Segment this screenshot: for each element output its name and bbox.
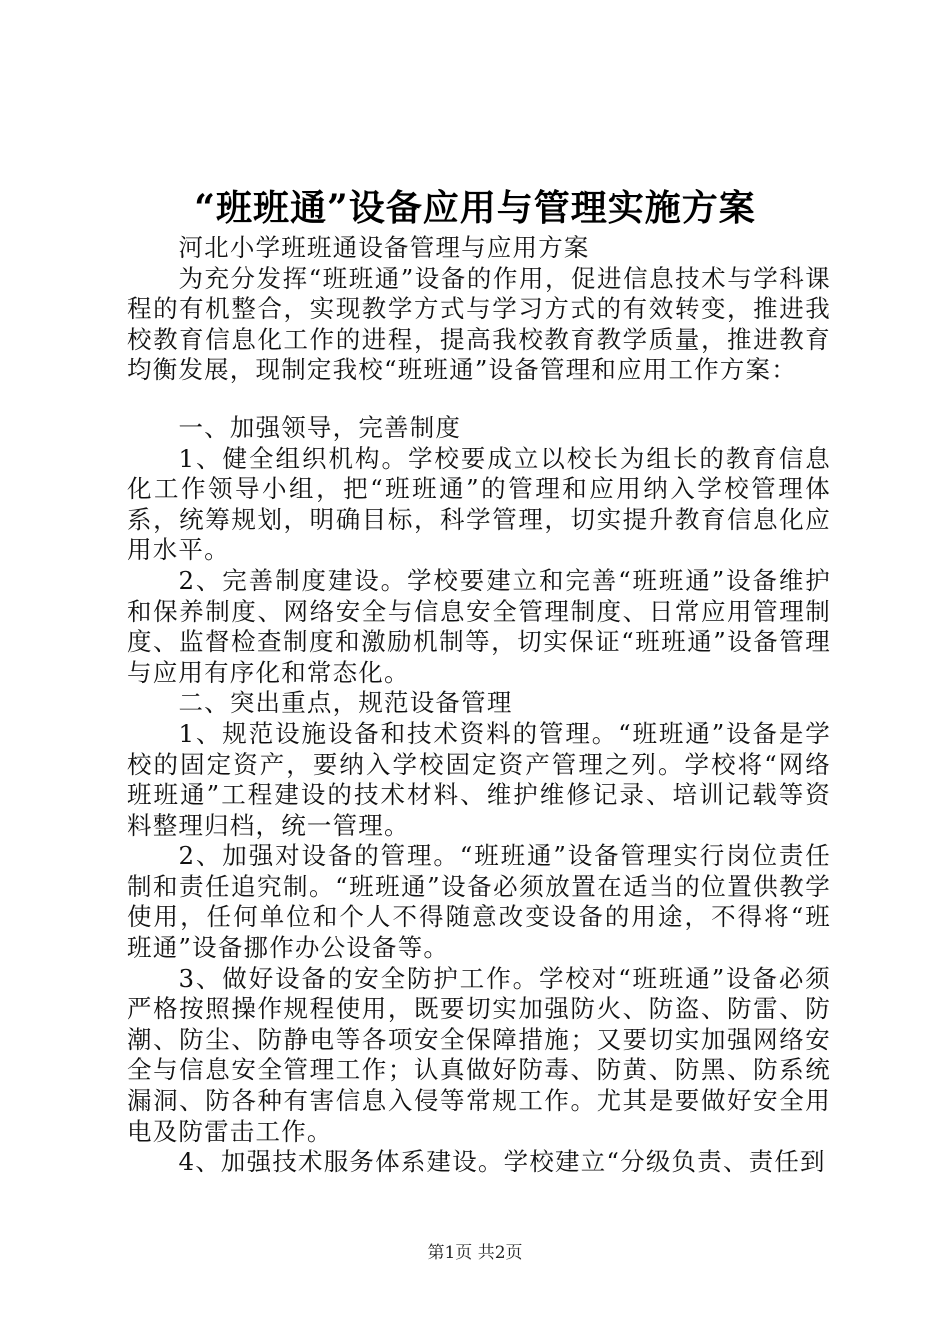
document-body <box>127 233 831 1178</box>
body-paragraph: 3、做好设备的安全防护工作。学校对“班班通”设备必须严格按照操作规程使用，既要切实加强防火、防盗、防雷、防潮、防尘、防静电等各项安全保障措施；又要切实加强网络安全与信息安全管理工作；认真做好防毒、防黄、防黑、防系统漏洞、防各种有害信息入侵等常规工作。尤其是要做好安全用电及防雷击工作。 <box>127 963 831 1146</box>
body-paragraph: 2、加强对设备的管理。“班班通”设备管理实行岗位责任制和责任追究制。“班班通”设备必须放置在适当的位置供教学使用，任何单位和个人不得随意改变设备的用途，不得将“班班通”设备挪作办公设备等。 <box>127 841 831 963</box>
subtitle-paragraph: 河北小学班班通设备管理与应用方案 <box>178 233 590 262</box>
body-paragraph: 2、完善制度建设。学校要建立和完善“班班通”设备维护和保养制度、网络安全与信息安全管理制度、日常应用管理制度、监督检查制度和激励机制等，切实保证“班班通”设备管理与应用有序化和常态化。 <box>127 565 831 687</box>
section-heading-2: 二、突出重点，规范设备管理 <box>178 688 513 718</box>
document-title: “班班通”设备应用与管理实施方案 <box>194 187 756 229</box>
body-paragraph: 1、健全组织机构。学校要成立以校长为组长的教育信息化工作领导小组，把“班班通”的管理和应用纳入学校管理体系，统筹规划，明确目标，科学管理，切实提升教育信息化应用水平。 <box>127 443 831 565</box>
intro-paragraph: 为充分发挥“班班通”设备的作用，促进信息技术与学科课程的有机整合，实现教学方式与学习方式的有效转变，推进我校教育信息化工作的进程，提高我校教育教学质量，推进教育均衡发展，现制定我校“班班通”设备管理和应用工作方案： <box>127 263 831 385</box>
paragraph-gap <box>127 386 831 413</box>
body-paragraph: 4、加强技术服务体系建设。学校建立“分级负责、责任到 <box>178 1147 826 1177</box>
body-paragraph: 1、规范设施设备和技术资料的管理。“班班通”设备是学校的固定资产，要纳入学校固定资产管理之列。学校将“网络班班通”工程建设的技术材料、维护维修记录、培训记载等资料整理归档，统一管理。 <box>127 718 831 840</box>
page-footer: 第1页 共2页 <box>427 1243 523 1263</box>
section-heading-1: 一、加强领导，完善制度 <box>178 412 462 442</box>
